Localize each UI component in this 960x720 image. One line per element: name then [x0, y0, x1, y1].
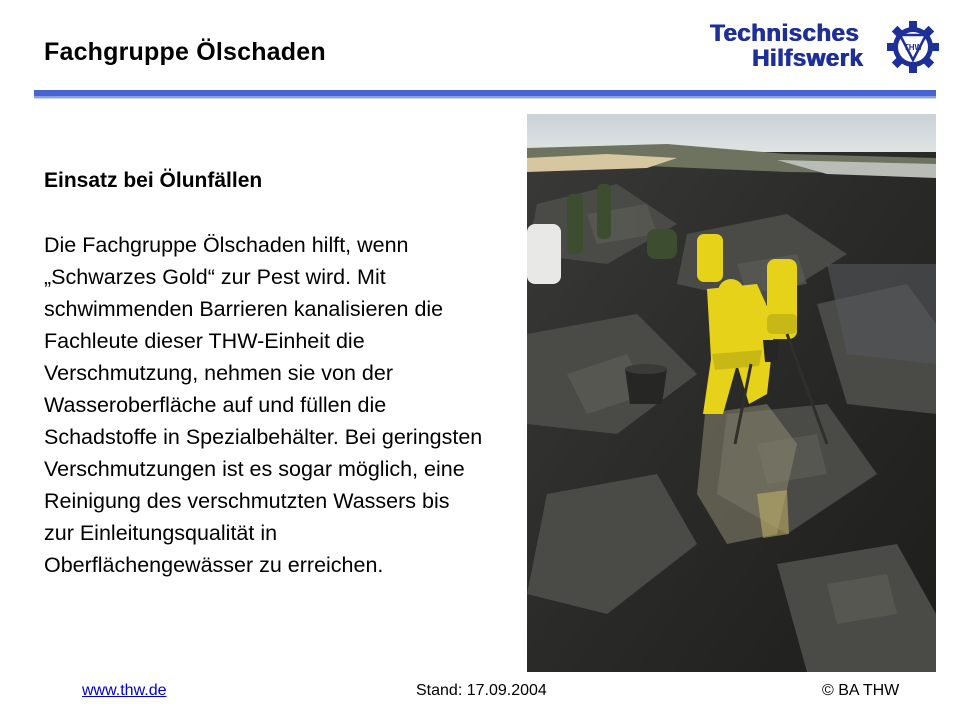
thw-gear-emblem-icon — [886, 20, 940, 74]
section-heading: Einsatz bei Ölunfällen — [44, 169, 263, 192]
emblem-letters: THW — [903, 43, 923, 52]
footer-website-link[interactable]: www.thw.de — [82, 682, 167, 699]
oil-cleanup-photo — [527, 114, 936, 672]
logo-text-line1: Technisches — [710, 20, 860, 47]
logo-text-line2: Hilfswerk — [752, 45, 864, 72]
header-rule-light — [34, 98, 936, 99]
thw-logo — [708, 18, 940, 78]
body-paragraph: Die Fachgruppe Ölschaden hilft, wenn „Schwarzes Gold“ zur Pest wird. Mit schwimmenden Barrieren kanalisieren die Fachleute dieser THW-Einheit die Verschmutzung, nehmen sie von der Wasseroberfläche auf und füllen die Schadstoffe in Spezialbehälter. Bei geringsten Verschmutzungen ist es sogar möglich, eine Reinigung des verschmutzten Wassers bis zur Einleitungsqualität in Oberflächengewässer zu erreichen. — [44, 233, 483, 577]
footer-date: Stand: 17.09.2004 — [416, 682, 547, 699]
page-title: Fachgruppe Ölschaden — [44, 38, 326, 66]
footer-copyright: © BA THW — [822, 682, 900, 699]
